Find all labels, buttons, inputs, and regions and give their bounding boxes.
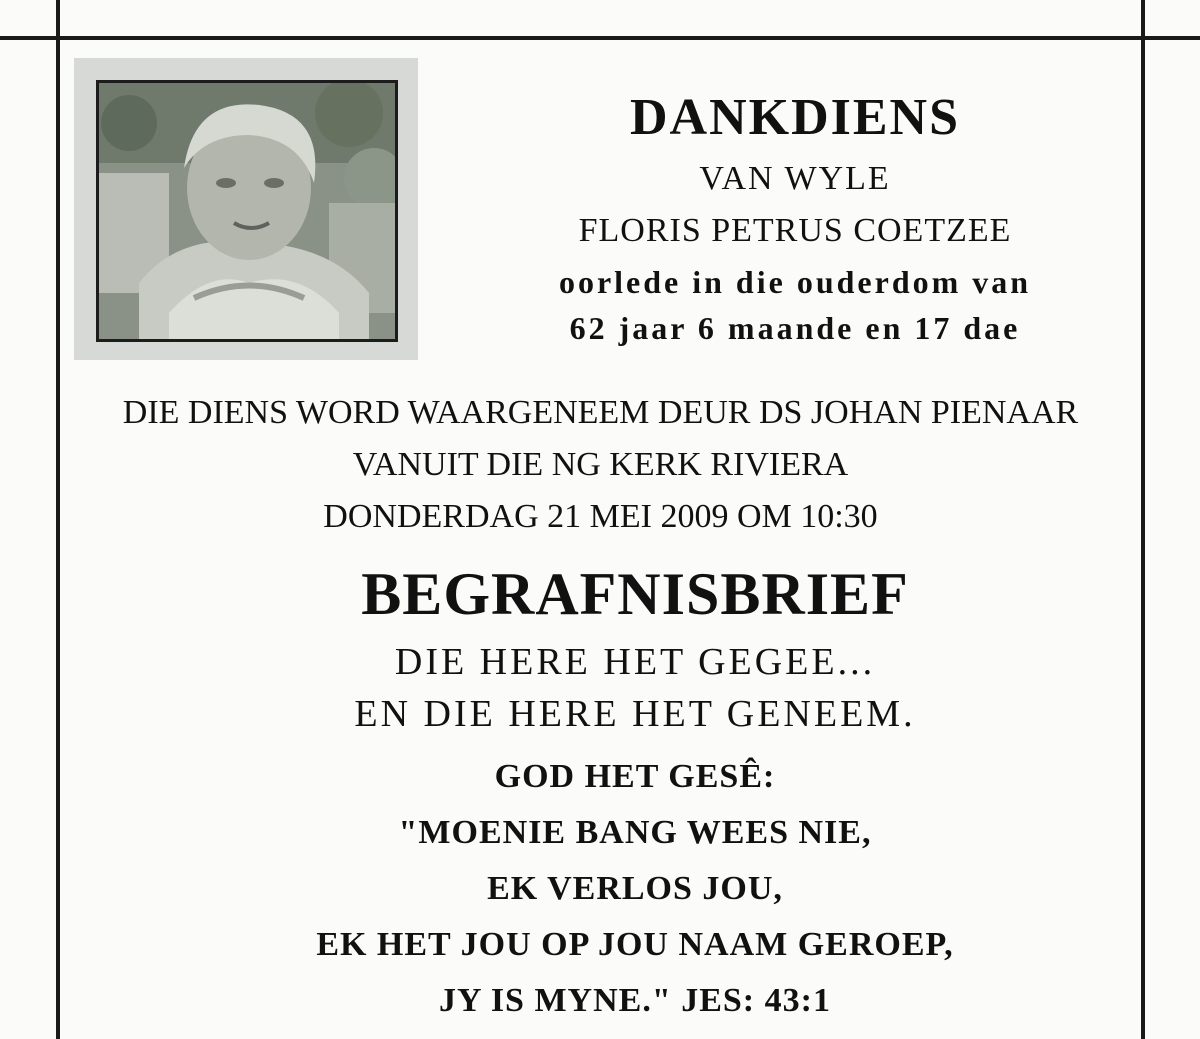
portrait-photo — [96, 80, 398, 342]
verse-line-2: "MOENIE BANG WEES NIE, — [398, 814, 872, 851]
portrait-photo-image — [99, 83, 395, 339]
letter-line-2: EN DIE HERE HET GENEEM. — [354, 693, 916, 735]
notice-subheading: VAN WYLE — [699, 160, 891, 197]
service-officiant: DIE DIENS WORD WAARGENEEM DEUR DS JOHAN PIENAAR — [122, 394, 1079, 431]
service-venue: VANUIT DIE NG KERK RIVIERA — [352, 446, 849, 483]
age-line-2: 62 jaar 6 maande en 17 dae — [569, 310, 1021, 346]
notice-heading: DANKDIENS — [629, 89, 961, 146]
top-border-rule — [0, 36, 1200, 40]
letter-heading: BEGRAFNISBRIEF — [361, 561, 909, 627]
service-datetime: DONDERDAG 21 MEI 2009 OM 10:30 — [323, 498, 878, 535]
verse-line-5: JY IS MYNE." JES: 43:1 — [439, 982, 831, 1019]
verse-line-3: EK VERLOS JOU, — [487, 870, 783, 907]
verse-line-4: EK HET JOU OP JOU NAAM GEROEP, — [316, 926, 954, 963]
age-line-1: oorlede in die ouderdom van — [558, 264, 1032, 300]
deceased-name: FLORIS PETRUS COETZEE — [578, 212, 1012, 249]
portrait-frame — [74, 58, 418, 360]
letter-line-1: DIE HERE HET GEGEE... — [394, 641, 876, 683]
verse-line-1: GOD HET GESÊ: — [494, 758, 776, 795]
